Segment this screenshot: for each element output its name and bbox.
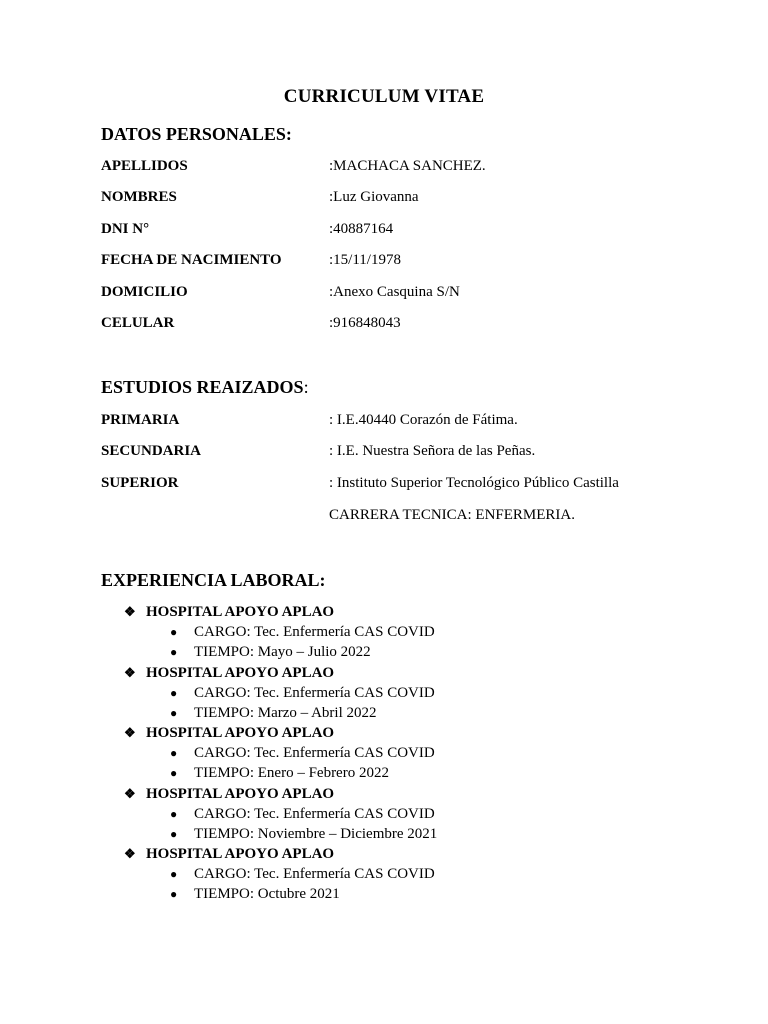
diamond-bullet-icon: ❖ [124,725,136,740]
experience-item [0,725,768,786]
value-superior: : Instituto Superior Tecnológico Público Castilla [329,475,619,491]
label-celular: CELULAR [101,315,175,331]
experience-cargo-text: CARGO: Tec. Enfermería CAS COVID [194,745,435,761]
experience-place-text: HOSPITAL APOYO APLAO [146,785,335,802]
document-title: CURRICULUM VITAE [283,86,485,107]
dot-bullet-icon: ● [170,746,178,760]
experience-cargo-text: CARGO: Tec. Enfermería CAS COVID [194,805,435,822]
experience-place [124,846,334,863]
experience-cargo [170,624,435,641]
label-dni: DNI N° [101,221,150,237]
experience-tiempo [170,886,340,903]
heading-experiencia-text: EXPERIENCIA LABORAL: [101,570,326,590]
diamond-bullet-icon: ❖ [124,785,136,801]
experience-place-text: HOSPITAL APOYO APLAO [146,604,335,620]
dot-bullet-icon: ● [170,867,178,881]
experience-cargo-text: CARGO: Tec. Enfermería CAS COVID [194,866,435,882]
diamond-bullet-icon: ❖ [124,664,136,680]
experience-item [0,604,768,665]
experience-place [124,725,334,742]
value-secundaria: : I.E. Nuestra Señora de las Peñas. [329,443,536,459]
experience-place-text: HOSPITAL APOYO APLAO [146,725,335,741]
experience-item [0,786,768,847]
value-fecha-nacimiento: :15/11/1978 [329,252,401,268]
dot-bullet-icon: ● [170,645,178,659]
label-superior: SUPERIOR [101,475,179,491]
value-celular: :916848043 [329,315,401,331]
dot-bullet-icon: ● [170,766,178,780]
heading-estudios [101,377,309,398]
experience-tiempo-text: TIEMPO: Noviembre – Diciembre 2021 [194,825,438,842]
experience-cargo [170,806,435,823]
experience-tiempo-text: TIEMPO: Octubre 2021 [194,886,340,902]
experience-tiempo [170,644,371,661]
value-nombres: :Luz Giovanna [329,189,419,205]
value-apellidos: :MACHACA SANCHEZ. [329,158,486,174]
value-carrera: CARRERA TECNICA: ENFERMERIA. [329,507,575,523]
experience-tiempo-text: TIEMPO: Marzo – Abril 2022 [194,704,377,721]
heading-estudios-colon: : [303,377,309,397]
label-nombres: NOMBRES [101,189,177,205]
dot-bullet-icon: ● [170,826,178,841]
dot-bullet-icon: ● [170,685,178,700]
dot-bullet-icon: ● [170,806,178,821]
experience-tiempo-text: TIEMPO: Mayo – Julio 2022 [194,644,371,660]
dot-bullet-icon: ● [170,625,178,639]
heading-experiencia [101,570,326,591]
dot-bullet-icon: ● [170,705,178,720]
experience-place [124,665,334,682]
experience-place [124,786,334,803]
heading-datos-personales [101,124,292,145]
experience-list [0,604,768,907]
label-secundaria: SECUNDARIA [101,443,202,459]
heading-estudios-text: ESTUDIOS REAIZADOS [101,377,304,397]
experience-tiempo [170,765,389,782]
experience-cargo [170,685,435,702]
value-primaria: : I.E.40440 Corazón de Fátima. [329,412,518,428]
diamond-bullet-icon: ❖ [124,604,136,619]
experience-cargo [170,745,435,762]
experience-item [0,665,768,726]
experience-cargo [170,866,435,883]
diamond-bullet-icon: ❖ [124,846,136,861]
experience-tiempo-text: TIEMPO: Enero – Febrero 2022 [194,765,389,781]
value-dni: :40887164 [329,221,394,237]
heading-datos-personales-text: DATOS PERSONALES: [101,124,292,144]
experience-tiempo [170,826,437,843]
experience-tiempo [170,705,376,722]
label-domicilio: DOMICILIO [101,284,188,300]
label-fecha-nacimiento: FECHA DE NACIMIENTO [101,252,282,268]
experience-cargo-text: CARGO: Tec. Enfermería CAS COVID [194,684,435,701]
label-apellidos: APELLIDOS [101,158,188,174]
experience-cargo-text: CARGO: Tec. Enfermería CAS COVID [194,624,435,640]
experience-place-text: HOSPITAL APOYO APLAO [146,664,335,681]
experience-item [0,846,768,907]
experience-place [124,604,334,621]
dot-bullet-icon: ● [170,887,178,901]
experience-place-text: HOSPITAL APOYO APLAO [146,846,335,862]
label-primaria: PRIMARIA [101,412,180,428]
value-domicilio: :Anexo Casquina S/N [329,284,460,300]
